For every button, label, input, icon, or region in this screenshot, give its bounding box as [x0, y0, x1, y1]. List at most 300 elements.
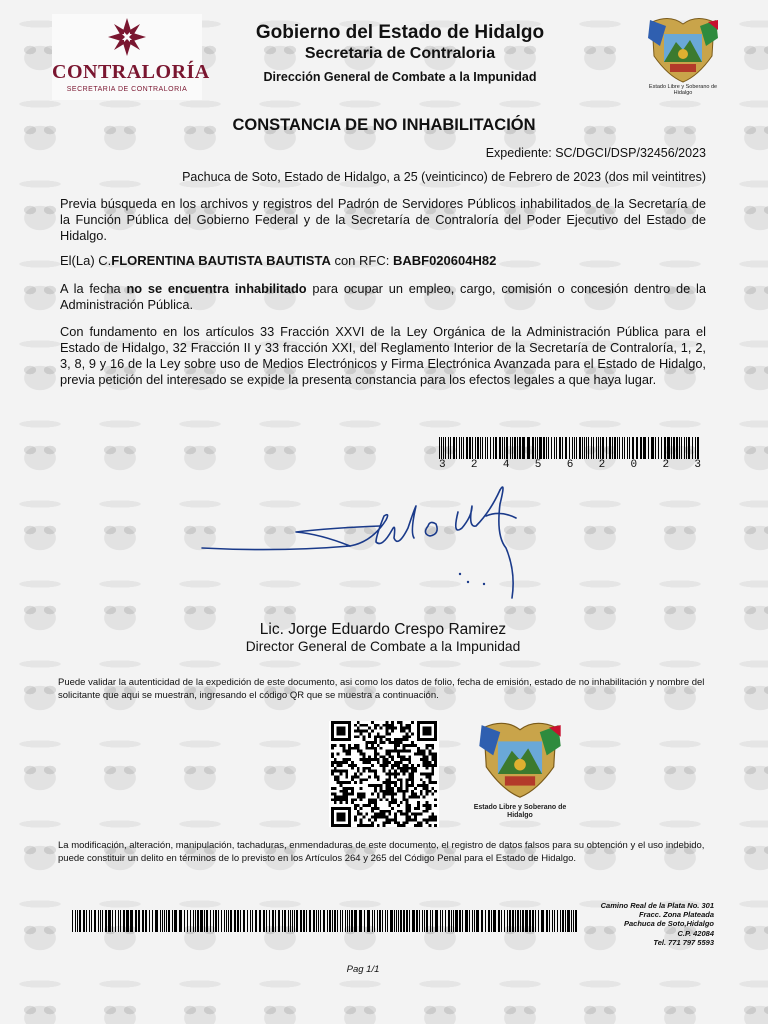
qr-module	[391, 793, 394, 796]
barcode-bar	[539, 437, 542, 459]
qr-module	[377, 744, 380, 747]
qr-module	[385, 724, 388, 727]
qr-module	[431, 818, 434, 821]
barcode-bar	[145, 910, 147, 932]
qr-module	[431, 793, 434, 796]
qr-module	[342, 747, 345, 750]
qr-module	[331, 773, 334, 776]
qr-module	[411, 790, 414, 793]
qr-module	[348, 753, 351, 756]
qr-module	[400, 813, 403, 816]
qr-module	[374, 753, 377, 756]
barcode-bar	[612, 437, 613, 459]
qr-module	[357, 730, 360, 733]
qr-module	[388, 778, 391, 781]
barcode-bar	[600, 437, 601, 459]
barcode-bar	[557, 910, 558, 932]
qr-module	[403, 793, 406, 796]
qr-module	[388, 793, 391, 796]
qr-module	[334, 758, 337, 761]
barcode-bar	[584, 437, 585, 459]
qr-module	[400, 781, 403, 784]
qr-module	[351, 790, 354, 793]
barcode-bar	[300, 910, 302, 932]
barcode-bar	[562, 437, 563, 459]
qr-module	[420, 758, 423, 761]
barcode-bar	[118, 910, 119, 932]
qr-module	[385, 787, 388, 790]
barcode-bar	[422, 910, 423, 932]
qr-module	[391, 758, 394, 761]
qr-module	[411, 764, 414, 767]
barcode-bar	[419, 910, 420, 932]
qr-module	[337, 775, 340, 778]
barcode-bar	[588, 437, 589, 459]
qr-module	[417, 764, 420, 767]
qr-module	[365, 741, 368, 744]
qr-module	[371, 798, 374, 801]
qr-module	[414, 795, 417, 798]
barcode-bar	[372, 910, 373, 932]
qr-module	[348, 747, 351, 750]
qr-module	[377, 824, 380, 827]
barcode-bar	[179, 910, 182, 932]
qr-module	[408, 818, 411, 821]
qr-module	[428, 807, 431, 810]
qr-module	[360, 818, 363, 821]
qr-module	[334, 795, 337, 798]
barcode-bar	[517, 437, 518, 459]
qr-module	[405, 784, 408, 787]
barcode-bar	[342, 910, 343, 932]
qr-module	[394, 821, 397, 824]
barcode-bar	[480, 437, 481, 459]
qr-module	[380, 741, 383, 744]
barcode-bar	[79, 910, 81, 932]
qr-module	[391, 767, 394, 770]
qr-module	[388, 750, 391, 753]
qr-module	[363, 755, 366, 758]
qr-module	[428, 778, 431, 781]
qr-module	[420, 821, 423, 824]
qr-module	[397, 753, 400, 756]
qr-module	[348, 750, 351, 753]
person-name: FLORENTINA BAUTISTA BAUTISTA	[111, 253, 331, 268]
qr-module	[411, 721, 414, 724]
qr-module	[411, 813, 414, 816]
qr-module	[383, 755, 386, 758]
qr-module	[400, 784, 403, 787]
qr-module	[408, 795, 411, 798]
barcode-bar	[160, 910, 161, 932]
barcode-bar	[629, 437, 630, 459]
barcode-bar	[529, 910, 531, 932]
qr-module	[345, 798, 348, 801]
barcode-bar	[351, 910, 353, 932]
qr-module	[403, 735, 406, 738]
qr-module	[385, 738, 388, 741]
barcode-bar	[221, 910, 222, 932]
qr-module	[363, 795, 366, 798]
qr-module	[408, 804, 411, 807]
barcode-bar	[472, 910, 473, 932]
barcode-bar	[406, 910, 408, 932]
qr-module	[354, 730, 357, 733]
barcode-bar	[272, 910, 274, 932]
qr-module	[363, 793, 366, 796]
qr-module	[360, 732, 363, 735]
qr-module	[337, 778, 340, 781]
qr-module	[403, 730, 406, 733]
barcode-bar	[465, 910, 468, 932]
qr-module	[368, 741, 371, 744]
barcode-digits	[439, 459, 701, 471]
qr-module	[431, 787, 434, 790]
qr-module	[348, 787, 351, 790]
qr-module	[394, 784, 397, 787]
qr-module	[374, 747, 377, 750]
qr-module	[434, 798, 437, 801]
qr-module	[423, 764, 426, 767]
qr-module	[368, 747, 371, 750]
qr-module	[374, 724, 377, 727]
qr-module	[394, 801, 397, 804]
qr-module	[394, 798, 397, 801]
barcode-bar	[166, 910, 167, 932]
qr-module	[403, 824, 406, 827]
barcode-bar	[451, 910, 452, 932]
barcode-bar	[655, 437, 656, 459]
qr-module	[365, 761, 368, 764]
qr-module	[345, 793, 348, 796]
qr-module	[394, 781, 397, 784]
qr-module	[405, 787, 408, 790]
qr-module	[368, 775, 371, 778]
qr-module	[348, 758, 351, 761]
qr-module	[426, 810, 429, 813]
qr-module	[426, 793, 429, 796]
qr-module	[411, 773, 414, 776]
qr-module	[420, 824, 423, 827]
barcode-bar	[294, 910, 295, 932]
qr-module	[411, 744, 414, 747]
qr-module	[428, 764, 431, 767]
qr-module	[397, 810, 400, 813]
qr-module	[360, 781, 363, 784]
qr-module	[408, 816, 411, 819]
barcode-bar	[532, 910, 534, 932]
qr-module	[363, 758, 366, 761]
barcode-bar	[459, 437, 460, 459]
qr-module	[388, 770, 391, 773]
qr-module	[340, 770, 343, 773]
qr-module	[383, 795, 386, 798]
qr-module	[417, 795, 420, 798]
barcode-bar	[520, 910, 521, 932]
qr-module	[431, 781, 434, 784]
qr-module	[426, 804, 429, 807]
barcode-bar	[475, 437, 476, 459]
qr-module	[411, 795, 414, 798]
barcode-bar	[296, 910, 298, 932]
qr-module	[340, 744, 343, 747]
barcode-bar	[448, 437, 449, 459]
barcode-bar	[206, 910, 208, 932]
qr-module	[354, 818, 357, 821]
qr-module	[363, 753, 366, 756]
barcode-bar	[228, 910, 229, 932]
qr-module	[374, 798, 377, 801]
barcode-bar	[488, 910, 490, 932]
barcode-bar	[130, 910, 133, 932]
qr-module	[374, 804, 377, 807]
barcode-bar	[477, 437, 479, 459]
barcode-bar	[193, 910, 194, 932]
qr-module	[334, 801, 337, 804]
barcode-bar	[686, 437, 687, 459]
barcode-bar	[541, 910, 544, 932]
barcode-bar	[323, 910, 325, 932]
qr-module	[403, 744, 406, 747]
qr-module	[357, 804, 360, 807]
qr-module	[360, 795, 363, 798]
qr-module	[368, 784, 371, 787]
qr-module	[377, 758, 380, 761]
barcode-bar	[448, 910, 450, 932]
barcode-bar	[651, 437, 654, 459]
qr-module	[414, 744, 417, 747]
qr-module	[397, 787, 400, 790]
barcode-bar	[204, 910, 205, 932]
qr-module	[434, 755, 437, 758]
qr-module	[388, 804, 391, 807]
barcode-bar	[349, 910, 350, 932]
qr-module	[428, 744, 431, 747]
qr-module	[365, 724, 368, 727]
qr-module	[374, 758, 377, 761]
qr-module	[351, 778, 354, 781]
qr-module	[337, 764, 340, 767]
barcode-bar	[556, 437, 557, 459]
qr-module	[434, 804, 437, 807]
barcode-bar	[123, 910, 125, 932]
qr-module	[411, 770, 414, 773]
qr-module	[394, 747, 397, 750]
qr-module	[385, 821, 388, 824]
qr-module	[408, 810, 411, 813]
qr-module	[365, 824, 368, 827]
qr-module	[414, 818, 417, 821]
qr-module	[365, 767, 368, 770]
barcode-bar	[162, 910, 163, 932]
barcode-bar	[250, 910, 251, 932]
qr-module	[383, 824, 386, 827]
barcode-bar	[688, 437, 690, 459]
qr-module	[397, 721, 400, 724]
qr-module	[397, 773, 400, 776]
barcode-digit: 5	[534, 459, 542, 471]
qr-module	[397, 821, 400, 824]
header-directorate: Dirección General de Combate a la Impunidad	[263, 70, 537, 84]
qr-module	[357, 744, 360, 747]
qr-module	[434, 764, 437, 767]
barcode-bar	[627, 437, 628, 459]
place-date: Pachuca de Soto, Estado de Hidalgo, a 25 (veinticinco) de Febrero de 2023 (dos mil veintitres)	[182, 170, 706, 184]
qr-module	[417, 821, 420, 824]
qr-module	[340, 801, 343, 804]
barcode-bar	[409, 910, 410, 932]
qr-module	[365, 813, 368, 816]
qr-module	[374, 813, 377, 816]
barcode-bar	[379, 910, 381, 932]
qr-module	[405, 798, 408, 801]
qr-module	[368, 798, 371, 801]
barcode-bar	[102, 910, 103, 932]
qr-module	[405, 738, 408, 741]
qr-module	[360, 724, 363, 727]
qr-module	[403, 755, 406, 758]
qr-module	[368, 732, 371, 735]
barcode-bar	[120, 910, 121, 932]
rfc-label: con RFC:	[330, 253, 393, 268]
qr-module	[405, 813, 408, 816]
qr-module	[371, 784, 374, 787]
qr-module	[417, 753, 420, 756]
barcode-bar	[284, 910, 286, 932]
barcode-bar	[412, 910, 415, 932]
qr-module	[331, 744, 334, 747]
barcode-bar	[340, 910, 341, 932]
qr-module	[342, 787, 345, 790]
barcode-bar	[442, 910, 443, 932]
qr-module	[374, 787, 377, 790]
qr-module	[377, 775, 380, 778]
barcode-bar	[501, 910, 502, 932]
qr-module	[400, 738, 403, 741]
qr-module	[374, 816, 377, 819]
qr-module	[371, 770, 374, 773]
barcode-bar	[83, 910, 85, 932]
qr-module	[363, 824, 366, 827]
qr-module	[334, 767, 337, 770]
qr-module	[400, 758, 403, 761]
qr-module	[357, 795, 360, 798]
qr-module	[357, 824, 360, 827]
barcode-bar	[450, 437, 451, 459]
qr-module	[408, 775, 411, 778]
qr-module	[403, 727, 406, 730]
qr-module	[420, 753, 423, 756]
barcode-bar	[184, 910, 185, 932]
qr-module	[348, 744, 351, 747]
qr-module	[431, 744, 434, 747]
barcode-bar	[234, 910, 236, 932]
qr-module	[337, 761, 340, 764]
status-prefix: A la fecha	[60, 281, 127, 296]
qr-module	[428, 773, 431, 776]
qr-module	[354, 764, 357, 767]
qr-module	[420, 793, 423, 796]
qr-module	[403, 764, 406, 767]
qr-module	[423, 773, 426, 776]
qr-module	[331, 793, 334, 796]
barcode-bar	[509, 910, 511, 932]
qr-module	[391, 727, 394, 730]
qr-module	[345, 758, 348, 761]
qr-module	[348, 793, 351, 796]
qr-module	[397, 744, 400, 747]
qr-module	[368, 818, 371, 821]
qr-module	[363, 778, 366, 781]
qr-module	[383, 764, 386, 767]
barcode-bar	[474, 910, 475, 932]
qr-module	[371, 758, 374, 761]
barcode-bar	[334, 910, 336, 932]
barcode-bar	[456, 437, 457, 459]
qr-module	[357, 735, 360, 738]
qr-module	[405, 758, 408, 761]
qr-module	[357, 810, 360, 813]
barcode-bar	[400, 910, 402, 932]
barcode-bar	[462, 910, 463, 932]
qr-module	[342, 758, 345, 761]
qr-module	[334, 793, 337, 796]
qr-module	[397, 750, 400, 753]
barcode-bar	[504, 437, 505, 459]
qr-module	[360, 730, 363, 733]
qr-module	[414, 787, 417, 790]
barcode-bar	[535, 437, 536, 459]
barcode-bar	[487, 437, 488, 459]
qr-module	[426, 773, 429, 776]
barcode-bar	[466, 437, 468, 459]
barcode-bar	[77, 910, 78, 932]
barcode-bar	[385, 910, 386, 932]
barcode-bar	[543, 437, 545, 459]
qr-module	[391, 764, 394, 767]
barcode-bar	[441, 437, 442, 459]
qr-module	[423, 761, 426, 764]
qr-module	[363, 738, 366, 741]
qr-module	[388, 738, 391, 741]
qr-module	[391, 807, 394, 810]
qr-module	[394, 764, 397, 767]
qr-module	[380, 738, 383, 741]
qr-module	[405, 767, 408, 770]
barcode-bar	[598, 437, 599, 459]
qr-module	[360, 758, 363, 761]
qr-code-icon[interactable]	[329, 721, 439, 827]
qr-module	[383, 758, 386, 761]
qr-module	[420, 773, 423, 776]
qr-module	[377, 813, 380, 816]
qr-module	[391, 755, 394, 758]
barcode-digit: 6	[566, 459, 574, 471]
barcode-bar	[440, 910, 441, 932]
qr-module	[405, 804, 408, 807]
qr-module	[354, 747, 357, 750]
qr-module	[385, 790, 388, 793]
qr-module	[405, 821, 408, 824]
qr-module	[426, 821, 429, 824]
qr-module	[403, 767, 406, 770]
qr-module	[377, 732, 380, 735]
qr-module	[342, 750, 345, 753]
qr-module	[383, 735, 386, 738]
crest-bottom	[470, 718, 570, 822]
barcode-bar	[243, 910, 245, 932]
qr-module	[431, 755, 434, 758]
